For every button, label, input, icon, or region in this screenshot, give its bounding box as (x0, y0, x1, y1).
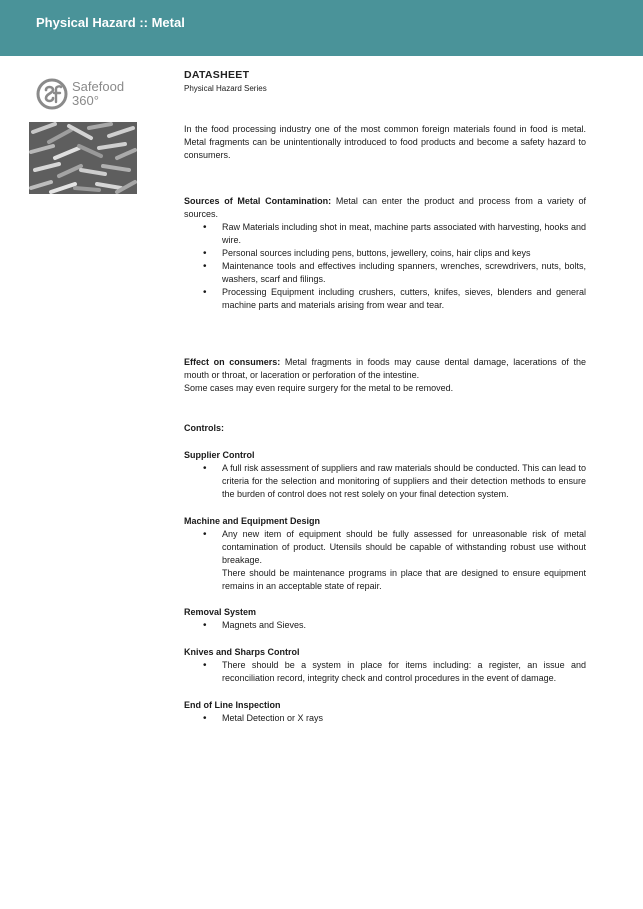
controls-heading: Controls: (184, 423, 224, 433)
sources-list (184, 221, 586, 312)
list-item: • Metal Detection or X rays (222, 712, 586, 725)
logo-word: Safefood (72, 79, 125, 94)
eol-list (184, 712, 586, 725)
safefood-logo (36, 78, 146, 110)
list-item: • There should be a system in place for items including: a register, an issue and reconciliation record, integrity check and control procedures in the event of damage. (222, 659, 586, 685)
sources-text: Metal can enter the product and process from a variety of sources. (184, 196, 586, 219)
effect-paragraph-2: Some cases may even require surgery for the metal to be removed. (184, 383, 454, 393)
logo-number: 360° (72, 93, 99, 108)
eol-heading: End of Line Inspection (184, 700, 281, 710)
intro-paragraph: In the food processing industry one of the most common foreign materials found in food is metal. Metal fragments can be unintentionally introduced to food products and become a safety hazard to consumers. (184, 124, 586, 160)
page-title: Physical Hazard :: Metal (36, 15, 185, 30)
list-item: • Magnets and Sieves. (222, 619, 586, 632)
bolts-image-icon (29, 122, 137, 194)
datasheet-subtitle: Physical Hazard Series (184, 84, 267, 93)
removal-list (184, 619, 586, 632)
effect-text: Metal fragments in foods may cause dental damage, lacerations of the mouth or throat, or laceration or perforation of the intestine. (184, 357, 587, 380)
list-item: • Raw Materials including shot in meat, machine parts associated with harvesting, hooks and wire. (222, 221, 586, 247)
metal-bolts-photo (29, 122, 137, 194)
datasheet-title: DATASHEET (184, 69, 250, 81)
logo-mark-icon (36, 78, 68, 110)
supplier-list (184, 462, 586, 501)
list-item: • Personal sources including pens, buttons, jewellery, coins, hair clips and keys (222, 247, 586, 260)
datasheet-content (184, 68, 586, 725)
list-item: • Maintenance tools and effectives including spanners, wrenches, screwdrivers, nuts, bolts, washers, scarf and filings. (222, 260, 586, 286)
machine-item-cont: There should be maintenance programs in place that are designed to ensure equipment remains in an acceptable state of repair. (222, 568, 586, 591)
list-item: • A full risk assessment of suppliers and raw materials should be conducted. This can lead to criteria for the selection and monitoring of suppliers and their detection methods to ensure the burden of control does not rest solely on your final detection system. (222, 462, 586, 501)
page-header (0, 0, 643, 56)
list-item (222, 528, 586, 593)
knives-list (184, 659, 586, 685)
supplier-heading: Supplier Control (184, 450, 255, 460)
list-item: • Processing Equipment including crushers, cutters, knifes, sieves, blenders and general machine parts and materials arising from wear and tear. (222, 286, 586, 312)
machine-item-text: Any new item of equipment should be fully assessed for unreasonable risk of metal contamination of product. Utensils should be capable of withstanding robust use without breakage. (222, 529, 586, 565)
effect-paragraph (184, 356, 586, 382)
effect-heading: Effect on consumers: (184, 357, 281, 367)
machine-list (184, 528, 586, 593)
machine-heading: Machine and Equipment Design (184, 516, 321, 526)
removal-heading: Removal System (184, 607, 257, 617)
sources-heading: Sources of Metal Contamination: (184, 196, 332, 206)
sources-paragraph (184, 195, 586, 221)
knives-heading: Knives and Sharps Control (184, 647, 300, 657)
